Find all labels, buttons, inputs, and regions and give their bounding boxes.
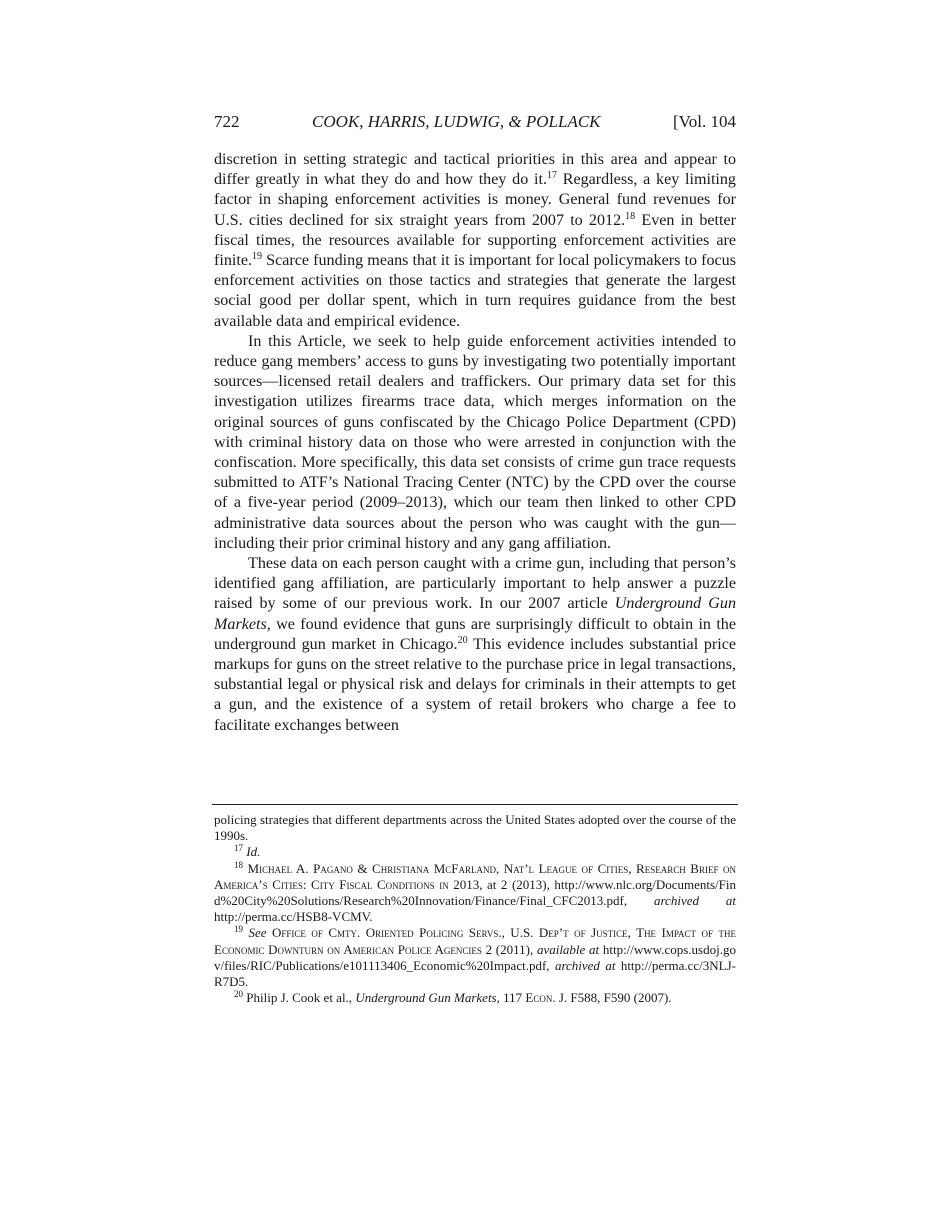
footnote-continued: policing strategies that different departments across the United States adopted over the course of the 1990s. xyxy=(214,812,736,844)
footnote-19-citation: 2 (2011), xyxy=(481,941,537,957)
footnote-ref-20[interactable]: 20 xyxy=(457,634,468,646)
footnote-18-source: Michael A. Pagano & Christiana McFarland, Nat’l League of Cities, Research Brief on America’s Cities: City Fiscal Conditions in 2013 xyxy=(214,860,736,892)
footnote-19-url[interactable]: http://www.cops.usdoj.gov/files/RIC/Publications/e101113406_Economic%20Impact.pdf, xyxy=(214,941,736,973)
running-header xyxy=(214,112,736,136)
footnote-19-archived-label: archived at xyxy=(554,957,616,973)
footnotes xyxy=(214,812,736,1006)
footnote-18-citation[interactable]: , at 2 (2013), http://www.nlc.org/Documents/Find%20City%20Solutions/Research%20Innovation/Finance/Final_CFC2013.pdf, xyxy=(214,876,737,909)
footnote-18-archive-link[interactable]: http://perma.cc/HSB8-VCMV. xyxy=(214,909,373,925)
footnote-19-archive-link[interactable]: http://perma.cc/3NLJ-R7D5. xyxy=(214,957,736,990)
page-content xyxy=(214,112,736,736)
volume-label: [Vol. 104 xyxy=(673,112,736,131)
footnote-19-number: 19 xyxy=(234,924,243,935)
footnote-20-author: Philip J. Cook et al., xyxy=(243,990,356,1006)
footnote-18 xyxy=(214,861,736,926)
footnote-17 xyxy=(214,844,736,860)
footnote-20-journal: Econ. xyxy=(525,990,556,1006)
footnote-ref-17[interactable]: 17 xyxy=(546,170,557,182)
p3-text-a: These data on each person caught with a crime gun, including that person’s identified gang affiliation, are particularly important to help answer a puzzle raised by some of our previous work. In our 2007 article xyxy=(214,555,736,613)
footnote-19-available-label: available at xyxy=(536,941,600,957)
p3-text-c: This evidence includes substantial price markups for guns on the street relative to the purchase price in legal transactions, substantial legal or physical risk and delays for criminals in their attempts to get a gun, and the existence of a system of retail brokers who charge a fee to facilitate exchanges between xyxy=(214,635,736,734)
paragraph-3 xyxy=(214,554,736,736)
page-number: 722 xyxy=(214,112,240,131)
footnote-20-citation-b: J. F588, F590 (2007). xyxy=(555,990,672,1006)
footnote-20 xyxy=(214,990,736,1006)
body-text xyxy=(214,150,736,736)
running-title: COOK, HARRIS, LUDWIG, & POLLACK xyxy=(311,112,601,131)
p1-text-a: discretion in setting strategic and tactical priorities in this area and appear to differ greatly in what they do and how they do it. xyxy=(214,151,736,189)
footnote-19-source: Office of Cmty. Oriented Policing Servs., U.S. Dep’t of Justice, The Impact of the Economic Downturn on American Police Agencies xyxy=(214,925,736,957)
p1-text-d: Scarce funding means that it is important for local policymakers to focus enforcement activities on those tactics and strategies that generate the largest social good per dollar spent, which in turn requires guidance from the best available data and empirical evidence. xyxy=(214,252,736,330)
paragraph-2: In this Article, we seek to help guide enforcement activities intended to reduce gang members’ access to guns by investigating two potentially important sources—licensed retail dealers and traffickers. Our primary data set for this investigation utilizes firearms trace data, which merges information on the original sources of guns confiscated by the Chicago Police Department (CPD) with criminal history data on those who were arrested in conjunction with the confiscation. More specifically, this data set consists of crime gun trace requests submitted to ATF’s National Tracing Center (NTC) by the CPD over the course of a five-year period (2009–2013), which our team then linked to other CPD administrative data sources about the person who was caught with the gun—including their prior criminal history and any gang affiliation. xyxy=(214,332,736,552)
footnote-19-signal: See xyxy=(248,925,267,941)
p3-article-title: Underground Gun Markets xyxy=(214,595,736,633)
footnote-18-number: 18 xyxy=(234,859,243,870)
footnote-20-number: 20 xyxy=(234,989,243,1000)
footnote-ref-18[interactable]: 18 xyxy=(625,210,636,222)
footnote-20-title: Underground Gun Markets xyxy=(355,990,497,1006)
p3-text-b: , we found evidence that guns are surprisingly difficult to obtain in the underground gun market in Chicago. xyxy=(214,615,736,653)
footnote-20-citation-a: , 117 xyxy=(496,990,526,1006)
footnote-divider xyxy=(212,804,738,805)
paragraph-1 xyxy=(214,150,736,332)
footnote-ref-19[interactable]: 19 xyxy=(252,251,262,263)
p1-text-b: Regardless, a key limiting factor in shaping enforcement activities is money. General fund revenues for U.S. cities declined for six straight years from 2007 to 2012. xyxy=(214,171,736,229)
footnote-17-text: Id. xyxy=(246,844,261,860)
p1-text-c: Even in better fiscal times, the resources available for supporting enforcement activities are finite. xyxy=(214,211,736,270)
footnote-19 xyxy=(214,925,736,990)
footnote-17-number: 17 xyxy=(234,843,243,854)
footnote-18-archived-label: archived at xyxy=(653,893,736,909)
